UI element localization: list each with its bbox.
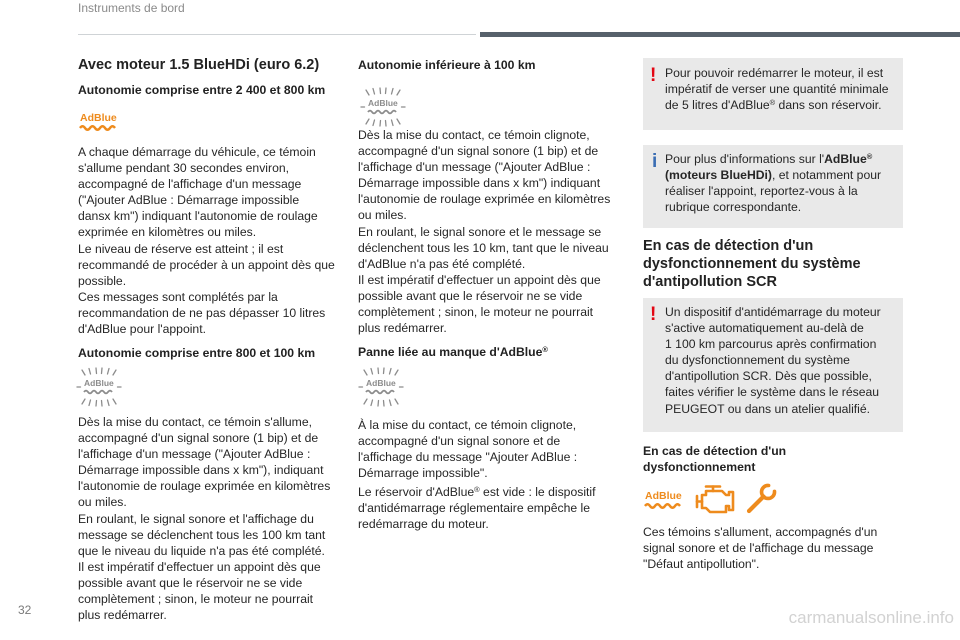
text-line: 1 100 km parcourus après confirmation	[665, 337, 877, 352]
text-line	[358, 484, 620, 500]
subheading-malfunction	[643, 443, 786, 475]
running-header: Instruments de bord	[78, 1, 185, 15]
text-segment: est vide : le dispositif	[479, 485, 596, 499]
text-line: Il est impératif d'effectuer un appoint dès que	[358, 272, 601, 287]
text-line: réaliser l'appoint, reportez-vous à la	[665, 184, 858, 199]
text-line: complètement ; sinon, le moteur ne pourrait	[358, 305, 594, 320]
subheading-range-below-100: Autonomie inférieure à 100 km	[358, 58, 536, 72]
text-line: possible avant que le réservoir ne se vide	[78, 575, 303, 590]
adblue-blinking-icon	[76, 367, 122, 407]
paragraph-range-800-100	[78, 414, 340, 623]
adblue-icon	[643, 489, 685, 511]
adblue-icon-label: AdBlue	[80, 112, 117, 124]
text-line: l'affichage du message "Ajouter AdBlue :	[358, 450, 578, 465]
subheading-range-2400-800: Autonomie comprise entre 2 400 et 800 km	[78, 83, 326, 97]
paragraph-range-below-100	[358, 127, 620, 336]
header-rule	[78, 34, 476, 35]
text-line: Démarrage impossible dans x km") indiquant	[358, 176, 601, 191]
wrench-icon	[744, 483, 778, 515]
text-segment: de 5 litres d'AdBlue	[665, 98, 770, 113]
info-icon: i	[652, 151, 658, 172]
adblue-icon-label: AdBlue	[366, 378, 396, 388]
text-line: l'affichage d'un message ("Ajouter AdBlue :	[358, 160, 591, 175]
text-line: s'allume pendant 30 secondes environ,	[78, 161, 290, 176]
text-line	[665, 97, 889, 113]
heading-line: En cas de détection d'un	[643, 444, 787, 458]
warning-icon: !	[650, 304, 657, 325]
text-line: Ces témoins s'allument, accompagnés d'un	[643, 525, 878, 539]
text-segment: Le réservoir d'AdBlue	[358, 485, 475, 499]
text-line: que le niveau du liquide n'a pas été complété.	[78, 543, 325, 558]
subheading-adblue-failure	[358, 344, 548, 360]
text-line: exprimée en kilomètres ou miles.	[78, 225, 257, 240]
heading-line: dysfonctionnement du système	[643, 256, 861, 272]
warning-icon: !	[650, 65, 657, 86]
text-line: À la mise du contact, ce témoin clignote,	[358, 418, 577, 432]
adblue-blinking-icon	[358, 367, 404, 407]
paragraph-failure-tank-empty	[358, 484, 620, 532]
text-line: impératif de verser une quantité minimale	[665, 82, 889, 97]
text-line: accompagné d'un signal sonore (1 bip) et de	[78, 431, 319, 446]
text-line: possible avant que le réservoir ne se vide	[358, 288, 583, 303]
registered-mark: ®	[769, 98, 776, 108]
restart-warning-text	[665, 65, 889, 113]
text-line: déclenchent tous les 10 km, tant que le niveau	[358, 240, 609, 255]
bold-segment: AdBlue	[824, 152, 867, 166]
text-line: A chaque démarrage du véhicule, ce témoin	[78, 145, 316, 159]
engine-icon	[693, 484, 737, 516]
text-line: En roulant, le signal sonore et le message se	[358, 224, 602, 239]
paragraph-range-2400-800	[78, 144, 340, 337]
adblue-icon-label: AdBlue	[368, 98, 398, 108]
text-line: Démarrage impossible".	[358, 466, 488, 481]
text-line: possible.	[78, 273, 127, 288]
text-line: l'autonomie de roulage exprimée en kilomètres	[78, 479, 331, 494]
registered-mark: ®	[866, 152, 873, 161]
text-line: dansx km") indiquant l'autonomie de roulage	[78, 209, 318, 224]
text-segment: , et notamment pour	[772, 168, 882, 183]
text-line: Démarrage impossible dans x km"), indiquant	[78, 463, 324, 478]
text-line: l'affichage d'un message ("Ajouter AdBlue :	[78, 447, 311, 462]
text-line: l'autonomie de roulage exprimée en kilomètres	[358, 192, 611, 207]
text-line: d'antidémarrage réglementaire empêche le	[358, 501, 590, 516]
text-line: faites vérifier le système dans le réseau	[665, 385, 880, 400]
restart-warning-box	[643, 58, 903, 130]
text-segment: dans son réservoir.	[775, 98, 882, 113]
text-line: accompagné de l'affichage d'un message	[78, 177, 302, 192]
adblue-icon-label: AdBlue	[645, 490, 682, 502]
section-title: Avec moteur 1.5 BlueHDi (euro 6.2)	[78, 57, 320, 73]
heading-line: d'antipollution SCR	[643, 274, 777, 290]
text-line: Dès la mise du contact, ce témoin s'allume,	[78, 415, 312, 429]
info-note-text	[665, 151, 881, 215]
text-line: s'active automatiquement au-delà de	[665, 321, 864, 336]
text-line: "Défaut antipollution".	[643, 557, 760, 572]
text-line: ("Ajouter AdBlue : Démarrage impossible	[78, 193, 300, 208]
adblue-blinking-icon	[360, 87, 406, 127]
text-line: message se déclenchent tous les 100 km tant	[78, 527, 326, 542]
text-line: Dès la mise du contact, ce témoin clignote,	[358, 128, 590, 142]
bold-segment: (moteurs BlueHDi)	[665, 168, 772, 183]
scr-warning-text	[665, 304, 881, 417]
text-line	[665, 151, 881, 167]
header-bar	[480, 32, 960, 37]
text-line: Pour pouvoir redémarrer le moteur, il est	[665, 66, 884, 80]
text-line: plus redémarrer.	[78, 608, 167, 623]
info-note-box	[643, 145, 903, 228]
text-line: Il est impératif d'effectuer un appoint dès que	[78, 559, 321, 574]
text-line: ou miles.	[358, 208, 407, 223]
text-line: plus redémarrer.	[358, 321, 447, 336]
registered-mark: ®	[542, 345, 548, 354]
text-line: accompagné d'un signal sonore et de	[358, 434, 561, 449]
text-line: PEUGEOT ou dans un atelier qualifié.	[665, 401, 871, 416]
text-line: signal sonore et de l'affichage du message	[643, 541, 874, 556]
paragraph-malfunction	[643, 524, 905, 572]
text-line: du dysfonctionnement du système	[665, 353, 850, 368]
text-line: d'antipollution SCR. Dès que possible,	[665, 369, 872, 384]
text-line: accompagné d'un signal sonore (1 bip) et de	[358, 144, 599, 159]
subheading-range-800-100: Autonomie comprise entre 800 et 100 km	[78, 346, 316, 360]
page-number: 32	[18, 603, 32, 617]
heading-line: En cas de détection d'un	[643, 238, 814, 254]
text-line: d'AdBlue n'a pas été complété.	[358, 256, 526, 271]
text-line: recommandé de procéder à un appoint dès que	[78, 257, 335, 272]
adblue-icon-label: AdBlue	[84, 378, 114, 388]
text-line: recommandation de ne pas dépasser 10 litres	[78, 305, 326, 320]
text-line: Ces messages sont complétés par la	[78, 289, 278, 304]
watermark: carmanualsonline.info	[788, 608, 954, 627]
text-line: Le niveau de réserve est atteint ; il est	[78, 241, 284, 256]
text-segment: Pour plus d'informations sur l'	[665, 152, 825, 166]
scr-warning-box	[643, 298, 903, 432]
text-line: complètement ; sinon, le moteur ne pourrait	[78, 592, 314, 607]
paragraph-failure-message	[358, 417, 620, 481]
text-line: ou miles.	[78, 495, 127, 510]
text-line: redémarrage du moteur.	[358, 517, 489, 532]
text-segment: Panne liée au manque d'AdBlue	[358, 345, 543, 359]
registered-mark: ®	[474, 485, 480, 494]
text-line: Un dispositif d'antidémarrage du moteur	[665, 305, 881, 319]
text-line: d'AdBlue pour l'appoint.	[78, 322, 206, 337]
text-line: rubrique correspondante.	[665, 200, 802, 215]
text-line	[665, 167, 881, 183]
scr-section-heading	[643, 237, 861, 291]
text-line: En roulant, le signal sonore et l'affichage du	[78, 511, 314, 526]
adblue-icon	[78, 111, 120, 133]
heading-line: dysfonctionnement	[643, 460, 756, 474]
